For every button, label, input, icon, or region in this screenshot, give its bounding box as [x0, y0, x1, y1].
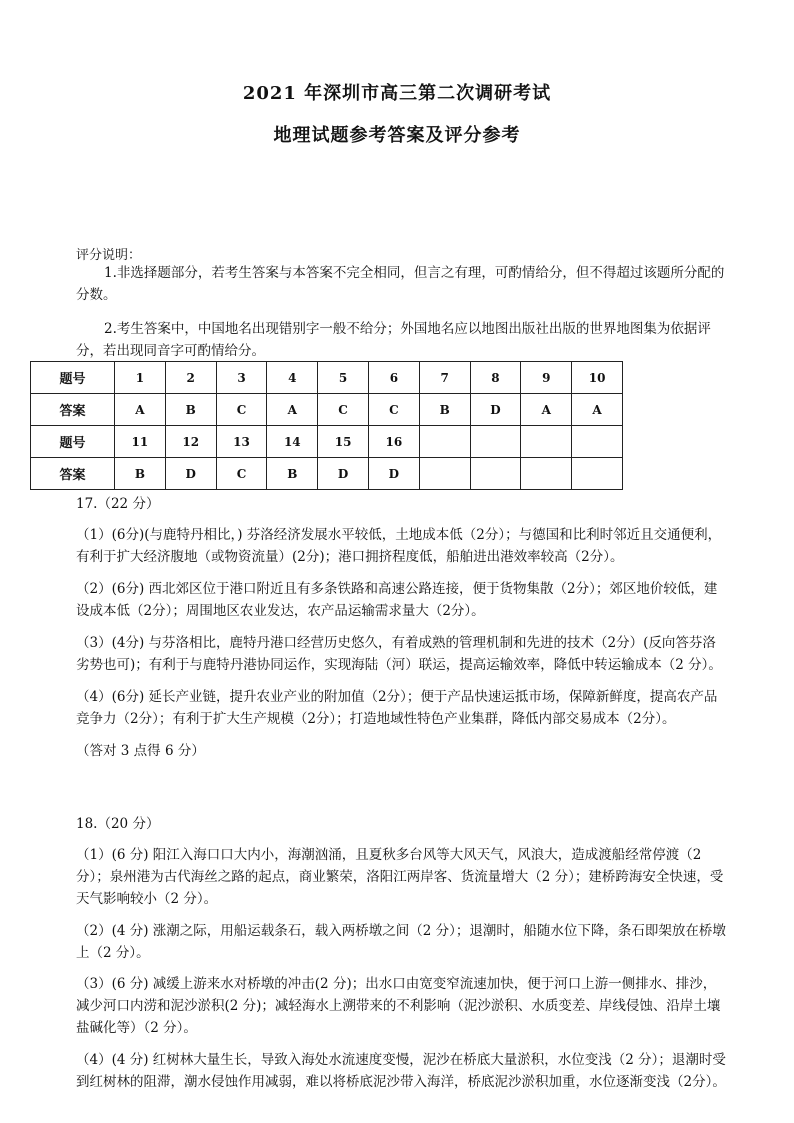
table-cell: 1: [115, 362, 166, 394]
table-cell: 7: [419, 362, 470, 394]
table-row: [31, 426, 623, 458]
table-cell: [572, 458, 623, 490]
q17-note: （答对 3 点得 6 分）: [76, 743, 205, 759]
table-row: [31, 362, 623, 394]
table-cell: 16: [368, 426, 419, 458]
table-cell: 4: [267, 362, 318, 394]
table-cell: [572, 426, 623, 458]
table-cell: D: [165, 458, 216, 490]
q18-part-1: （1）(6 分) 阳江入海口口大内小，海潮汹涌，且夏秋多台风等大风天气，风浪大，造成渡船经常停渡（2 分）；泉州港为古代海丝之路的起点，商业繁荣，洛阳江两岸客、货流量增大（2 分）；建桥跨海安全快速，受天气影响较小（2 分）。: [76, 847, 724, 907]
answer-table: [30, 361, 623, 490]
table-cell: [470, 426, 521, 458]
q18-part-4: （4）(4 分) 红树林大量生长，导致入海处水流速度变慢，泥沙在桥底大量淤积，水位变浅（2 分）；退潮时受到红树林的阻滞，潮水侵蚀作用减弱，难以将桥底泥沙带入海洋，桥底泥沙淤积加重，水位逐渐变浅（2分）。: [76, 1052, 726, 1090]
table-cell: B: [115, 458, 166, 490]
table-cell: 12: [165, 426, 216, 458]
table-cell: C: [318, 394, 369, 426]
table-cell: 6: [368, 362, 419, 394]
table-cell: [521, 458, 572, 490]
table-header-answer: 答案: [31, 394, 115, 426]
table-cell: C: [368, 394, 419, 426]
table-cell: D: [318, 458, 369, 490]
q17-part-4: （4）(6分) 延长产业链，提升农业产业的附加值（2分）；便于产品快速运抵市场，保障新鲜度，提高农产品竞争力（2分）；有利于扩大生产规模（2分）；打造地域性特色产业集群，降低内部交易成本（2分）。: [76, 689, 718, 727]
table-header-question: 题号: [31, 362, 115, 394]
table-cell: [419, 458, 470, 490]
table-header-question: 题号: [31, 426, 115, 458]
table-cell: 8: [470, 362, 521, 394]
table-cell: 14: [267, 426, 318, 458]
table-cell: A: [267, 394, 318, 426]
table-cell: 9: [521, 362, 572, 394]
scoring-notes-heading: 评分说明：: [76, 248, 142, 263]
q17-part-3: （3）(4分) 与芬洛相比，鹿特丹港口经营历史悠久，有着成熟的管理机制和先进的技术（2分）(反向答芬洛劣势也可)；有利于与鹿特丹港协同运作，实现海陆（河）联运，提高运输效率，降低中转运输成本（2 分）。: [76, 635, 722, 673]
table-cell: 5: [318, 362, 369, 394]
q18-part-2: （2）(4 分) 涨潮之际，用船运载条石，载入两桥墩之间（2 分）；退潮时，船随水位下降，条石即架放在桥墩上（2 分）。: [76, 923, 726, 961]
table-cell: [521, 426, 572, 458]
q17-heading: 17.（22 分）: [76, 496, 160, 512]
table-row: [31, 458, 623, 490]
table-cell: 11: [115, 426, 166, 458]
table-cell: 13: [216, 426, 267, 458]
table-cell: B: [267, 458, 318, 490]
q17-part-2: （2）(6分) 西北郊区位于港口附近且有多条铁路和高速公路连接，便于货物集散（2分）；郊区地价较低，建设成本低（2分）；周围地区农业发达，农产品运输需求量大（2分）。: [76, 581, 718, 619]
table-cell: 2: [165, 362, 216, 394]
q18-part-3: （3）(6 分) 减缓上游来水对桥墩的冲击(2 分)；出水口由宽变窄流速加快，便于河口上游一侧排水、排沙，减少河口内涝和泥沙淤积(2 分)；减轻海水上溯带来的不利影响（泥沙淤积、水质变差、岸线侵蚀、沿岸土壤盐碱化等）（2 分）。: [76, 976, 721, 1036]
scoring-note-1: 1.非选择题部分，若考生答案与本答案不完全相同，但言之有理，可酌情给分，但不得超过该题所分配的分数。: [76, 265, 725, 303]
table-cell: D: [470, 394, 521, 426]
table-cell: B: [419, 394, 470, 426]
table-cell: 10: [572, 362, 623, 394]
table-cell: 15: [318, 426, 369, 458]
table-cell: 3: [216, 362, 267, 394]
table-cell: A: [521, 394, 572, 426]
table-cell: A: [115, 394, 166, 426]
table-cell: C: [216, 394, 267, 426]
scoring-note-2: 2.考生答案中，中国地名出现错别字一般不给分；外国地名应以地图出版社出版的世界地图集为依据评分，若出现同音字可酌情给分。: [76, 321, 711, 359]
table-cell: C: [216, 458, 267, 490]
table-cell: A: [572, 394, 623, 426]
table-cell: D: [368, 458, 419, 490]
table-cell: [419, 426, 470, 458]
q17-part-1: （1）(6分)(与鹿特丹相比，) 芬洛经济发展水平较低，土地成本低（2分）；与德国和比利时邻近且交通便利，有利于扩大经济腹地（或物资流量）(2分)；港口拥挤程度低，船舶进出港效率较高（2分）。: [76, 527, 722, 565]
document-title: 2021 年深圳市高三第二次调研考试: [242, 83, 552, 104]
table-row: [31, 394, 623, 426]
table-header-answer: 答案: [31, 458, 115, 490]
q18-heading: 18.（20 分）: [76, 816, 160, 832]
table-cell: B: [165, 394, 216, 426]
document-subtitle: 地理试题参考答案及评分参考: [273, 125, 521, 146]
table-cell: [470, 458, 521, 490]
